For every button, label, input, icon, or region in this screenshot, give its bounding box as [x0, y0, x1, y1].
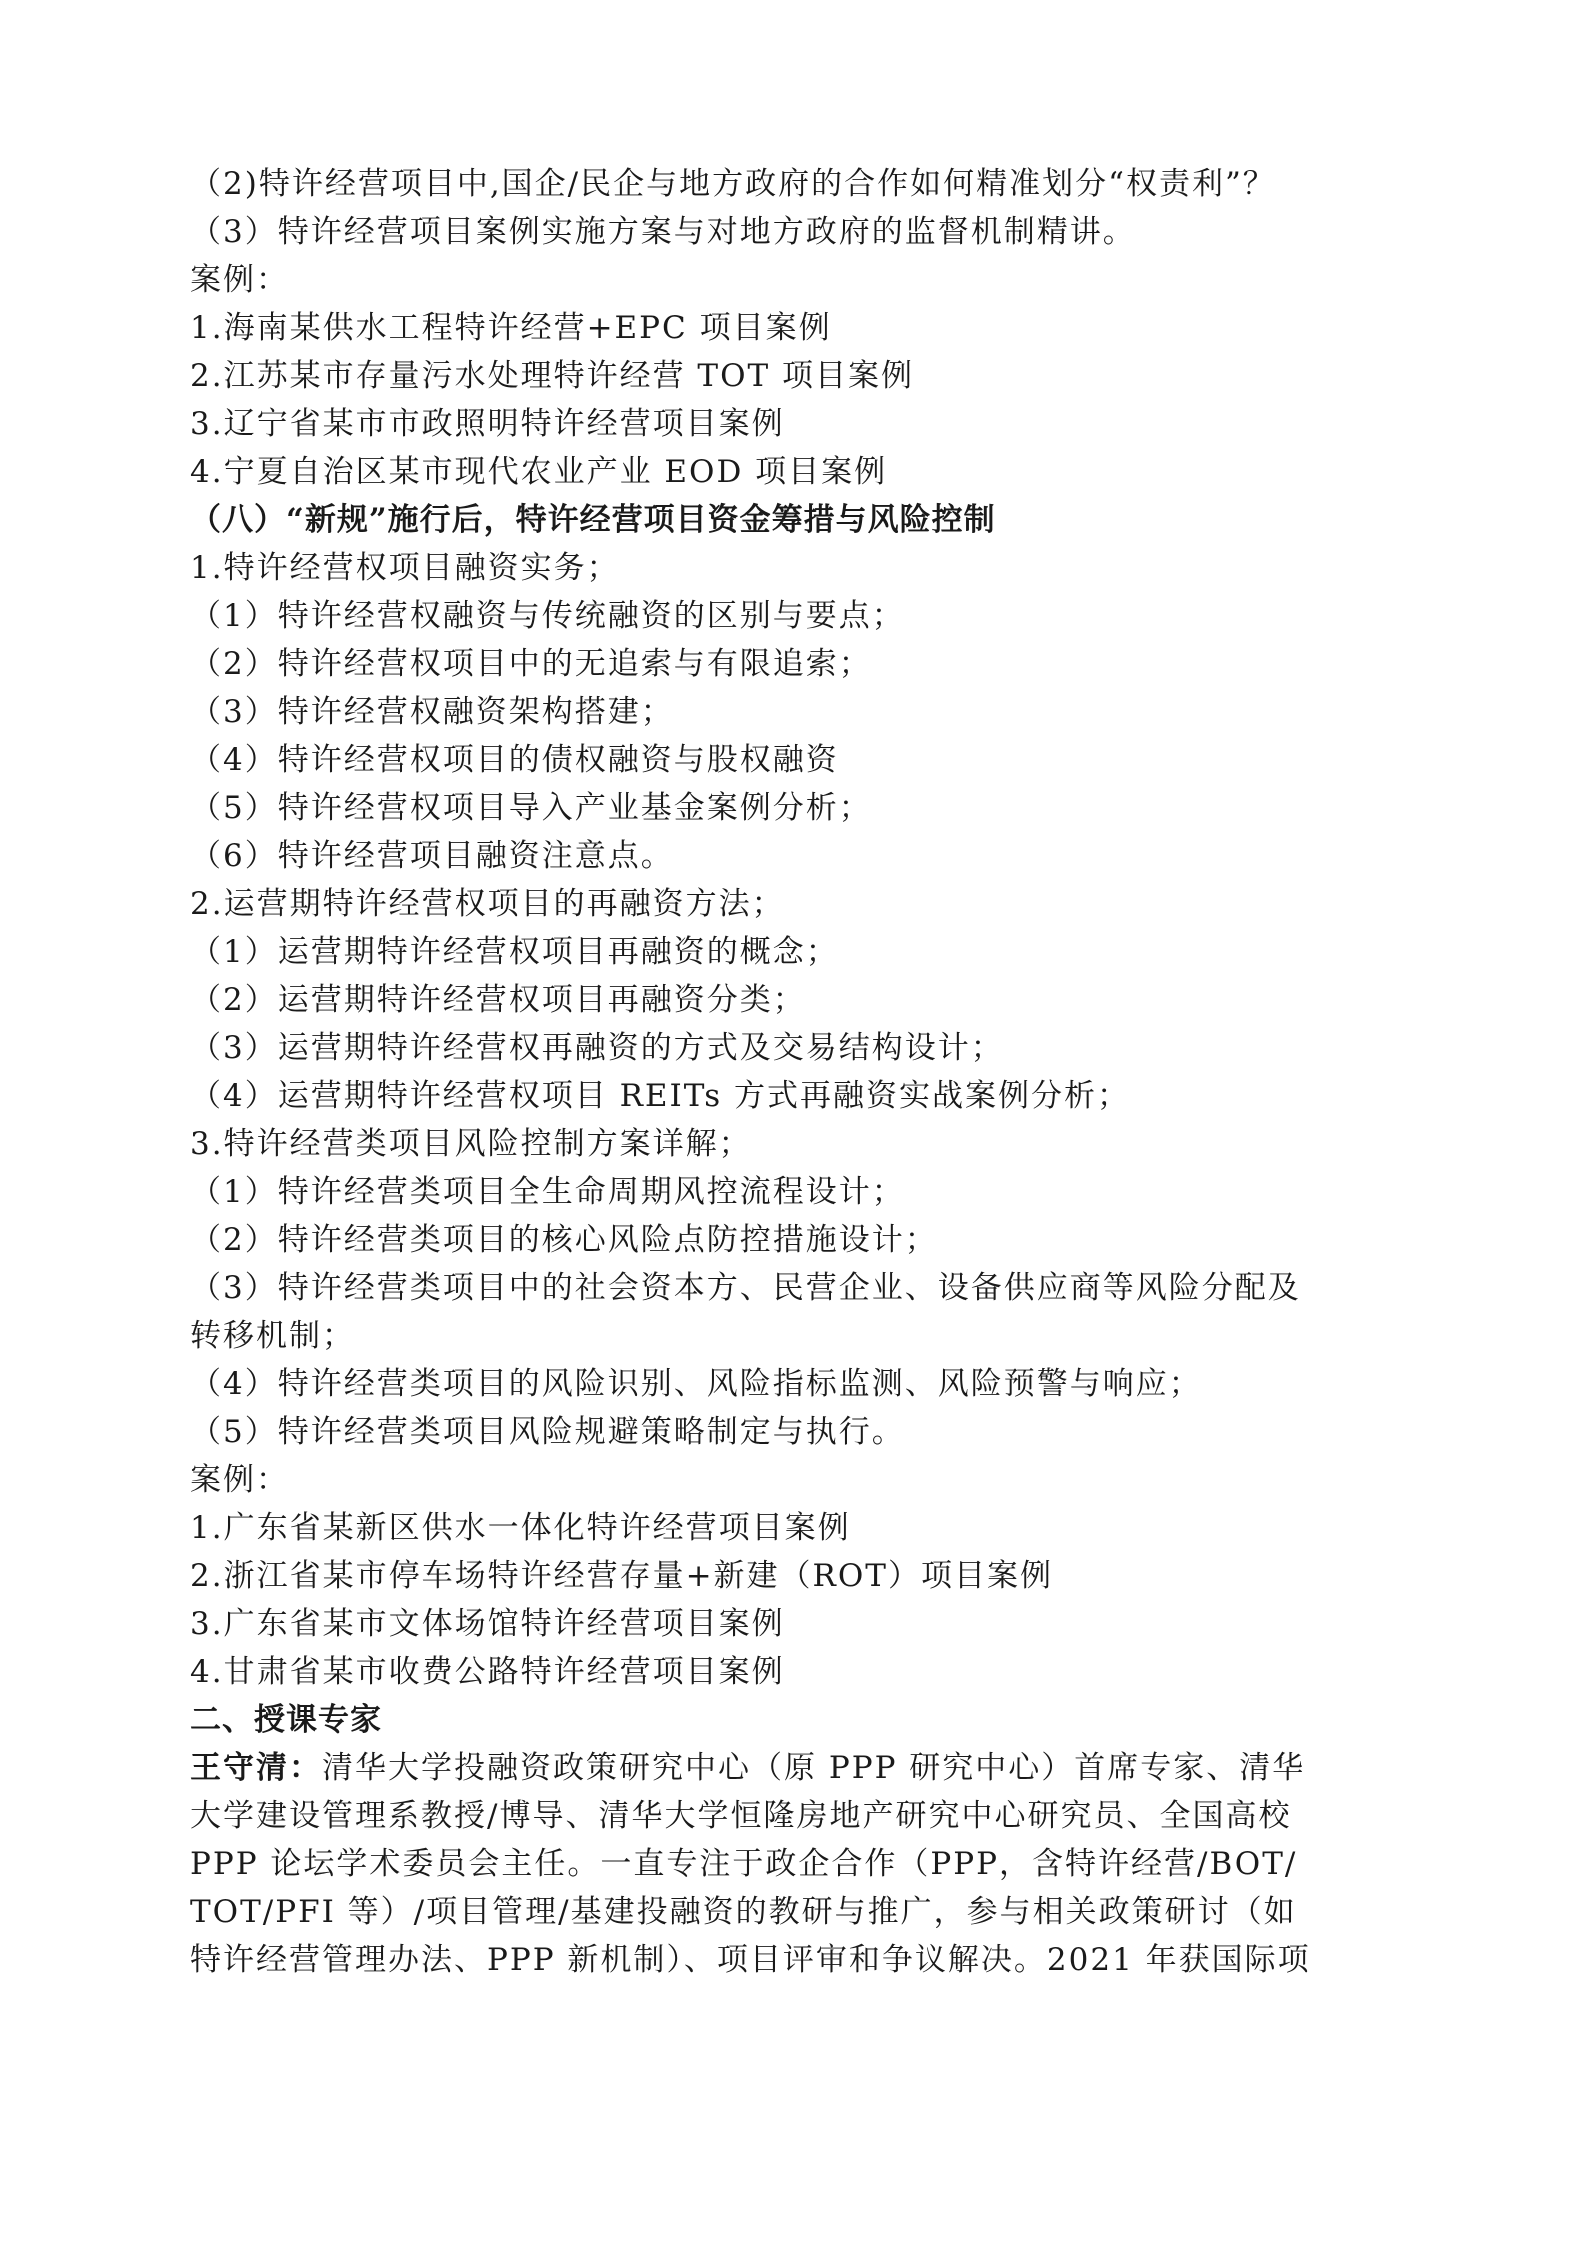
text-line: 4.甘肃省某市收费公路特许经营项目案例 — [190, 1654, 785, 1690]
expert-bio-line: 大学建设管理系教授/博导、清华大学恒隆房地产研究中心研究员、全国高校 — [190, 1798, 1292, 1834]
expert-bio-text: 清华大学投融资政策研究中心（原 PPP 研究中心）首席专家、清华 — [322, 1750, 1306, 1786]
text-line: （2）特许经营权项目中的无追索与有限追索； — [190, 646, 872, 682]
expert-bio-line: TOT/PFI 等）/项目管理/基建投融资的教研与推广，参与相关政策研讨（如 — [190, 1894, 1297, 1930]
section-heading: 二、授课专家 — [190, 1702, 382, 1738]
text-line: （2）运营期特许经营权项目再融资分类； — [190, 982, 806, 1018]
expert-bio-line: PPP 论坛学术委员会主任。一直专注于政企合作（PPP，含特许经营/BOT/ — [190, 1846, 1298, 1882]
text-line: 3.特许经营类项目风险控制方案详解； — [190, 1126, 752, 1162]
text-line: （1）运营期特许经营权项目再融资的概念； — [190, 934, 839, 970]
text-line: 2.浙江省某市停车场特许经营存量+新建（ROT）项目案例 — [190, 1558, 1053, 1594]
text-line: 案例： — [190, 262, 289, 298]
text-line: 2.江苏某市存量污水处理特许经营 TOT 项目案例 — [190, 358, 915, 394]
text-line: 转移机制； — [190, 1318, 355, 1354]
expert-name: 王守清： — [190, 1750, 322, 1786]
text-line: （1）特许经营类项目全生命周期风控流程设计； — [190, 1174, 905, 1210]
text-line: （1）特许经营权融资与传统融资的区别与要点； — [190, 598, 905, 634]
text-line: 3.辽宁省某市市政照明特许经营项目案例 — [190, 406, 785, 442]
text-line: （5）特许经营权项目导入产业基金案例分析； — [190, 790, 872, 826]
text-line: 4.宁夏自治区某市现代农业产业 EOD 项目案例 — [190, 454, 888, 490]
text-line: （6）特许经营项目融资注意点。 — [190, 838, 674, 874]
text-line: 1.特许经营权项目融资实务； — [190, 550, 620, 586]
text-line: （5）特许经营类项目风险规避策略制定与执行。 — [190, 1414, 905, 1450]
expert-bio-first-line — [190, 1744, 1430, 1792]
text-line: 1.广东省某新区供水一体化特许经营项目案例 — [190, 1510, 851, 1546]
section-heading: （八）“新规”施行后，特许经营项目资金筹措与风险控制 — [190, 502, 996, 538]
text-line: 2.运营期特许经营权项目的再融资方法； — [190, 886, 785, 922]
text-line: （4）特许经营权项目的债权融资与股权融资 — [190, 742, 839, 778]
text-line: （4）运营期特许经营权项目 REITs 方式再融资实战案例分析； — [190, 1078, 1130, 1114]
text-line: （3）运营期特许经营权再融资的方式及交易结构设计； — [190, 1030, 1004, 1066]
text-line: （3）特许经营类项目中的社会资本方、民营企业、设备供应商等风险分配及 — [190, 1270, 1301, 1306]
text-line: （3）特许经营项目案例实施方案与对地方政府的监督机制精讲。 — [190, 214, 1136, 250]
text-line: （2)特许经营项目中,国企/民企与地方政府的合作如何精准划分“权责利”？ — [190, 166, 1276, 202]
text-line: 1.海南某供水工程特许经营+EPC 项目案例 — [190, 310, 832, 346]
expert-bio-line: 特许经营管理办法、PPP 新机制）、项目评审和争议解决。2021 年获国际项 — [190, 1942, 1311, 1978]
text-line: 3.广东省某市文体场馆特许经营项目案例 — [190, 1606, 785, 1642]
text-line: （4）特许经营类项目的风险识别、风险指标监测、风险预警与响应； — [190, 1366, 1202, 1402]
text-line: （3）特许经营权融资架构搭建； — [190, 694, 674, 730]
text-line: （2）特许经营类项目的核心风险点防控措施设计； — [190, 1222, 938, 1258]
text-line: 案例： — [190, 1462, 289, 1498]
